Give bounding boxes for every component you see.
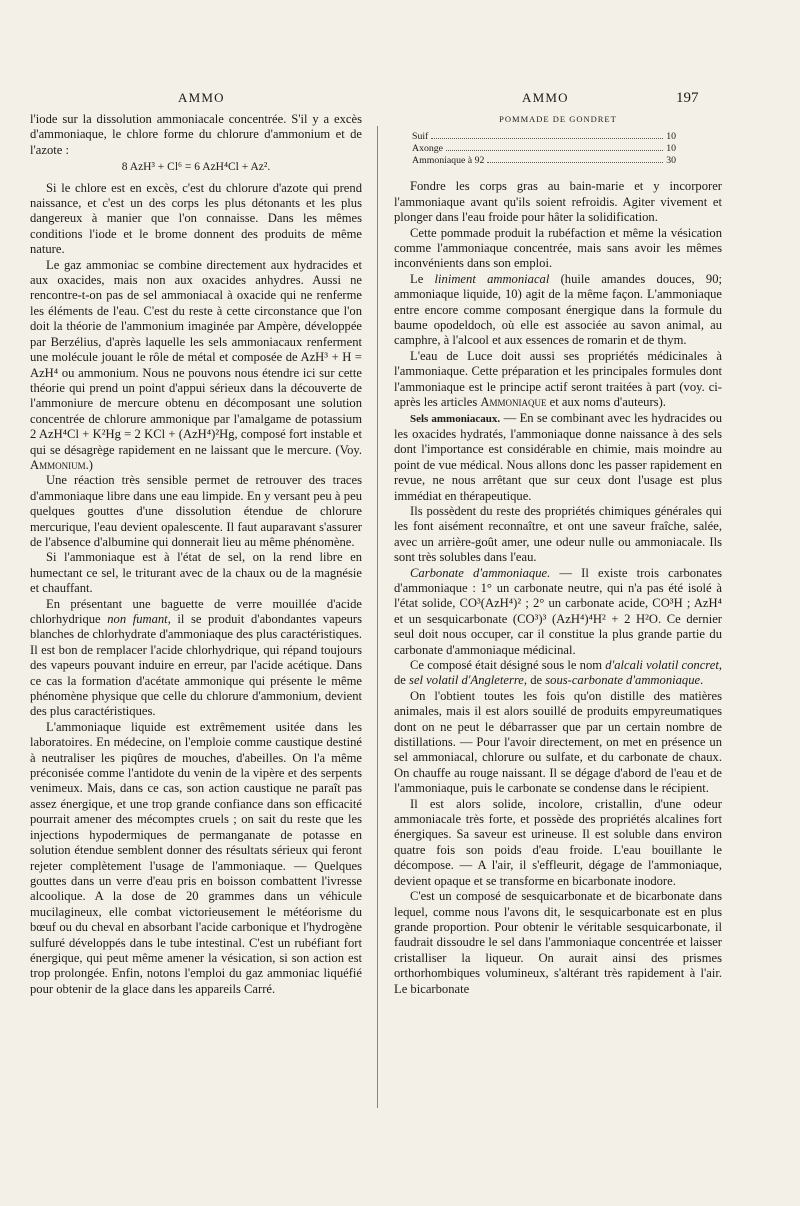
paragraph-text: Le gaz ammoniac se combine directement aux hydracides et aux oxacides, mais non aux oxacides anhydres. Aussi ne rencontre-t-on pas de sel ammoniacal à oxacide qui ne renferme les éléments de l'eau. C'est du reste à cette circonstance que l'on doit la théorie de l'ammonium imaginée par Ampère, développée par Berzélius, d'après laquelle les sels ammoniacaux renferment une molécule jouant le rôle de métal et composée de AzH³ + H = AzH⁴ ou ammonium. Nous ne pouvons nous étendre ici sur cette théorie qui prend un point d'appui sérieux dans la découverte de l'ammoniure de mercure obtenu en décomposant une solution concentrée de chlorure ammonique par l'amalgame de potassium 2 AzH⁴Cl + K²Hg = 2 KCl + (AzH⁴)²Hg, composé fort instable et qui se désagrège rapidement en ne laissant que le mercure. (Voy. <box>30 257 362 457</box>
paragraph <box>394 272 722 349</box>
paragraph: l'iode sur la dissolution ammoniacale concentrée. S'il y a excès d'ammoniaque, le chlore forme du chlorure d'ammonium et de l'azote : <box>30 112 362 157</box>
leader-dots <box>487 155 663 163</box>
recipe-ingredient: Suif <box>412 131 429 143</box>
paragraph <box>30 597 362 720</box>
paragraph-text: Ce composé était désigné sous le nom <box>410 658 603 672</box>
paragraph-text: Le <box>410 271 424 286</box>
paragraph: Fondre les corps gras au bain-marie et y incorporer l'ammoniaque avant qu'ils soient refroidis. Agiter vivement et plonger dans l'eau froide pour hâter la solidification. <box>394 179 722 225</box>
leader-dots <box>446 143 663 151</box>
paragraph-text: L'eau de Luce doit aussi ses propriétés médicinales à l'ammoniaque. Cette préparation et les principales formules dont l'ammoniaque est le principe actif seront traitées à part (voy. ci-après les articles <box>394 348 722 410</box>
recipe-row <box>412 131 676 143</box>
recipe-quantity: 30 <box>666 155 676 167</box>
running-head-right: AMMO <box>522 90 569 105</box>
recipe-row <box>412 155 676 167</box>
recipe-ingredient: Ammoniaque à 92 <box>412 155 485 167</box>
recipe-row <box>412 143 676 155</box>
paragraph <box>394 411 722 504</box>
recipe-quantity: 10 <box>666 143 676 155</box>
recipe-title: POMMADE DE GONDRET <box>499 114 617 124</box>
recipe-table <box>412 131 676 167</box>
cross-reference: Ammoniaque <box>480 395 547 410</box>
leader-dots <box>431 131 663 139</box>
paragraph <box>30 258 362 474</box>
paragraph-text: En présentant une baguette de verre mouillée d'acide chlorhydrique <box>30 596 362 626</box>
italic-term: d'alcali volatil concret <box>605 658 719 672</box>
paragraph <box>394 658 722 689</box>
paragraph-text: — En se combinant avec les hydracides ou les oxacides hydratés, l'ammoniaque donne naissance à des sels dont l'importance est considérable en chimie, mais moindre au point de vue médical. Nous allons donc les passer rapidement en revue, ne nous arrêtant que sur ceux dont l'usage est plus immédiat en thérapeutique. <box>394 410 722 503</box>
left-column <box>30 112 362 997</box>
italic-term: sous-carbonate d'ammoniaque <box>545 673 701 688</box>
paragraph-text: — Il existe trois carbonates d'ammoniaque : 1° un carbonate neutre, qui n'a pas été isolé à l'état solide, CO³(AzH⁴)² ; 2° un carbonate acide, CO³H ; AzH⁴ et un sesquicarbonate (CO³)³ (AzH⁴)⁴H² + 2 H²O. Ce dernier seul doit nous occuper, car il constitue la plus grande partie du carbonate d'ammoniaque médicinal. <box>394 565 722 657</box>
paragraph <box>394 349 722 411</box>
paragraph: C'est un composé de sesquicarbonate et de bicarbonate dans lequel, comme nous l'avons dit, le sesquicarbonate est en plus grande proportion. Pour obtenir le véritable sesquicarbonate, il faudrait dissoudre le sel dans l'ammoniaque concentrée et laisser cristalliser la liqueur. On aurait ainsi des prismes orthorhombiques volumineux, s'altérant très rapidement à l'air. Le bicarbonate <box>394 889 722 996</box>
cross-reference: Ammonium <box>30 457 86 472</box>
paragraph: Une réaction très sensible permet de retrouver des traces d'ammoniaque libre dans une eau limpide. En y versant peu à peu quelques gouttes d'une dissolution étendue de chlorure mercurique, l'eau devient opalescente. Il faut auparavant s'assurer de l'absence d'albumine qui donnerait lieu au même phénomène. <box>30 473 362 549</box>
page-number: 197 <box>676 90 699 106</box>
running-head-left: AMMO <box>178 90 225 105</box>
paragraph-text: , de <box>394 658 722 688</box>
paragraph: Cette pommade produit la rubéfaction et même la vésication comme l'ammoniaque concentrée, mais sans avoir les mêmes inconvénients dans son emploi. <box>394 225 722 271</box>
paragraph-text: (huile amandes douces, 90; ammoniaque liquide, 10) agit de la même façon. L'ammoniaque entre encore comme composant énergique dans la formule du baume opodeldoch, où elle est associée au savon animal, au camphre, à l'alcool et aux essences de romarin et de thym. <box>394 271 722 348</box>
paragraph-text: .) <box>85 457 93 472</box>
paragraph <box>394 566 722 658</box>
paragraph: Ils possèdent du reste des propriétés chimiques générales qui les font aisément reconnaître, et ont une saveur fraîche, salée, avec un arrière-goût amer, une odeur nulle ou ammoniacale. Ils sont très solubles dans l'eau. <box>394 503 722 565</box>
paragraph: Si le chlore est en excès, c'est du chlorure d'azote qui prend naissance, et c'est un des corps les plus détonants et les plus dangereux à manier que l'on connaisse. Dans les mêmes conditions l'iode et le brome donnent des produits de même nature. <box>30 180 362 257</box>
right-column <box>394 112 722 997</box>
recipe-ingredient: Axonge <box>412 143 444 155</box>
paragraph-text: , de <box>523 673 543 688</box>
recipe-quantity: 10 <box>666 131 676 143</box>
paragraph-text: . <box>700 673 704 688</box>
column-rule <box>377 126 378 1108</box>
paragraph: L'ammoniaque liquide est extrêmement usitée dans les laboratoires. En médecine, on l'emploie comme caustique destiné à neutraliser les piqûres de mouches, d'abeilles. On l'a même préconisée comme l'antidote du venin de la vipère et des serpents venimeux. Mais, dans ce cas, son action caustique ne paraît pas assez énergique, et une trop grande confiance dans son efficacité pourrait amener des mécomptes cruels ; on sait du reste que les injections hypodermiques de permanganate de potasse en solution étendue semblent donner des résultats sérieux qui feront rejeter complètement l'usage de l'ammoniaque. — Quelques gouttes dans un verre d'eau pris en boisson combattent l'ivresse alcoolique. A la dose de 20 grammes dans un véhicule mucilagineux, elle combat victorieusement le météorisme du bœuf ou du cheval en absorbant l'acide carbonique et l'hydrogène sulfuré développés dans le tube intestinal. C'est un rubéfiant fort énergique, qui peut même amener la vésication, si son action est trop prolongée. Enfin, notons l'emploi du gaz ammoniac liquéfié pour obtenir de la glace dans les appareils Carré. <box>30 719 362 996</box>
section-heading: Sels ammoniacaux. <box>410 412 501 425</box>
italic-heading: Carbonate d'ammoniaque. <box>410 565 551 580</box>
paragraph: Il est alors solide, incolore, cristallin, d'une odeur ammoniacale très forte, et possède des propriétés alcalines fort énergiques. Sa saveur est urineuse. Il est soluble dans environ quatre fois son poids d'eau froide. L'eau bouillante le décompose. — A l'air, il s'effleurit, dégage de l'ammoniaque, devient opaque et se transforme en bicarbonate inodore. <box>394 796 722 888</box>
italic-term: sel volatil d'Angleterre <box>409 673 524 688</box>
paragraph: On l'obtient toutes les fois qu'on distille des matières animales, mais il est alors souillé de produits empyreumatiques dont on ne peut le débarrasser que par un certain nombre de distillations. — Pour l'avoir directement, on met en présence un sel ammoniacal, chlorure ou sulfate, et du carbonate de chaux. On chauffe au rouge naissant. Il se dégage d'abord de l'eau et de l'ammoniaque, puis le carbonate se condense dans le récipient. <box>394 688 722 796</box>
paragraph-text: , il se produit d'abondantes vapeurs blanches de chlorhydrate d'ammoniaque des plus caractéristiques. Il est bon de remplacer l'acide chlorhydrique, qui répand toujours des vapeurs pouvant induire en erreur, par l'acide acétique. Dans ce cas la formation d'acétate ammonique qui présente le même phénomène physique que celle du chlorure d'ammonium, devient des plus caractéristiques. <box>30 612 362 719</box>
italic-term: liniment ammoniacal <box>434 271 550 286</box>
paragraph-text: et aux noms d'auteurs). <box>549 395 666 410</box>
chemical-formula: 8 AzH³ + Cl⁶ = 6 AzH⁴Cl + Az². <box>121 161 271 174</box>
paragraph: Si l'ammoniaque est à l'état de sel, on la rend libre en humectant ce sel, le triturant avec de la chaux ou de la magnésie et chauffant. <box>30 550 362 596</box>
italic-term: non fumant <box>107 612 168 626</box>
